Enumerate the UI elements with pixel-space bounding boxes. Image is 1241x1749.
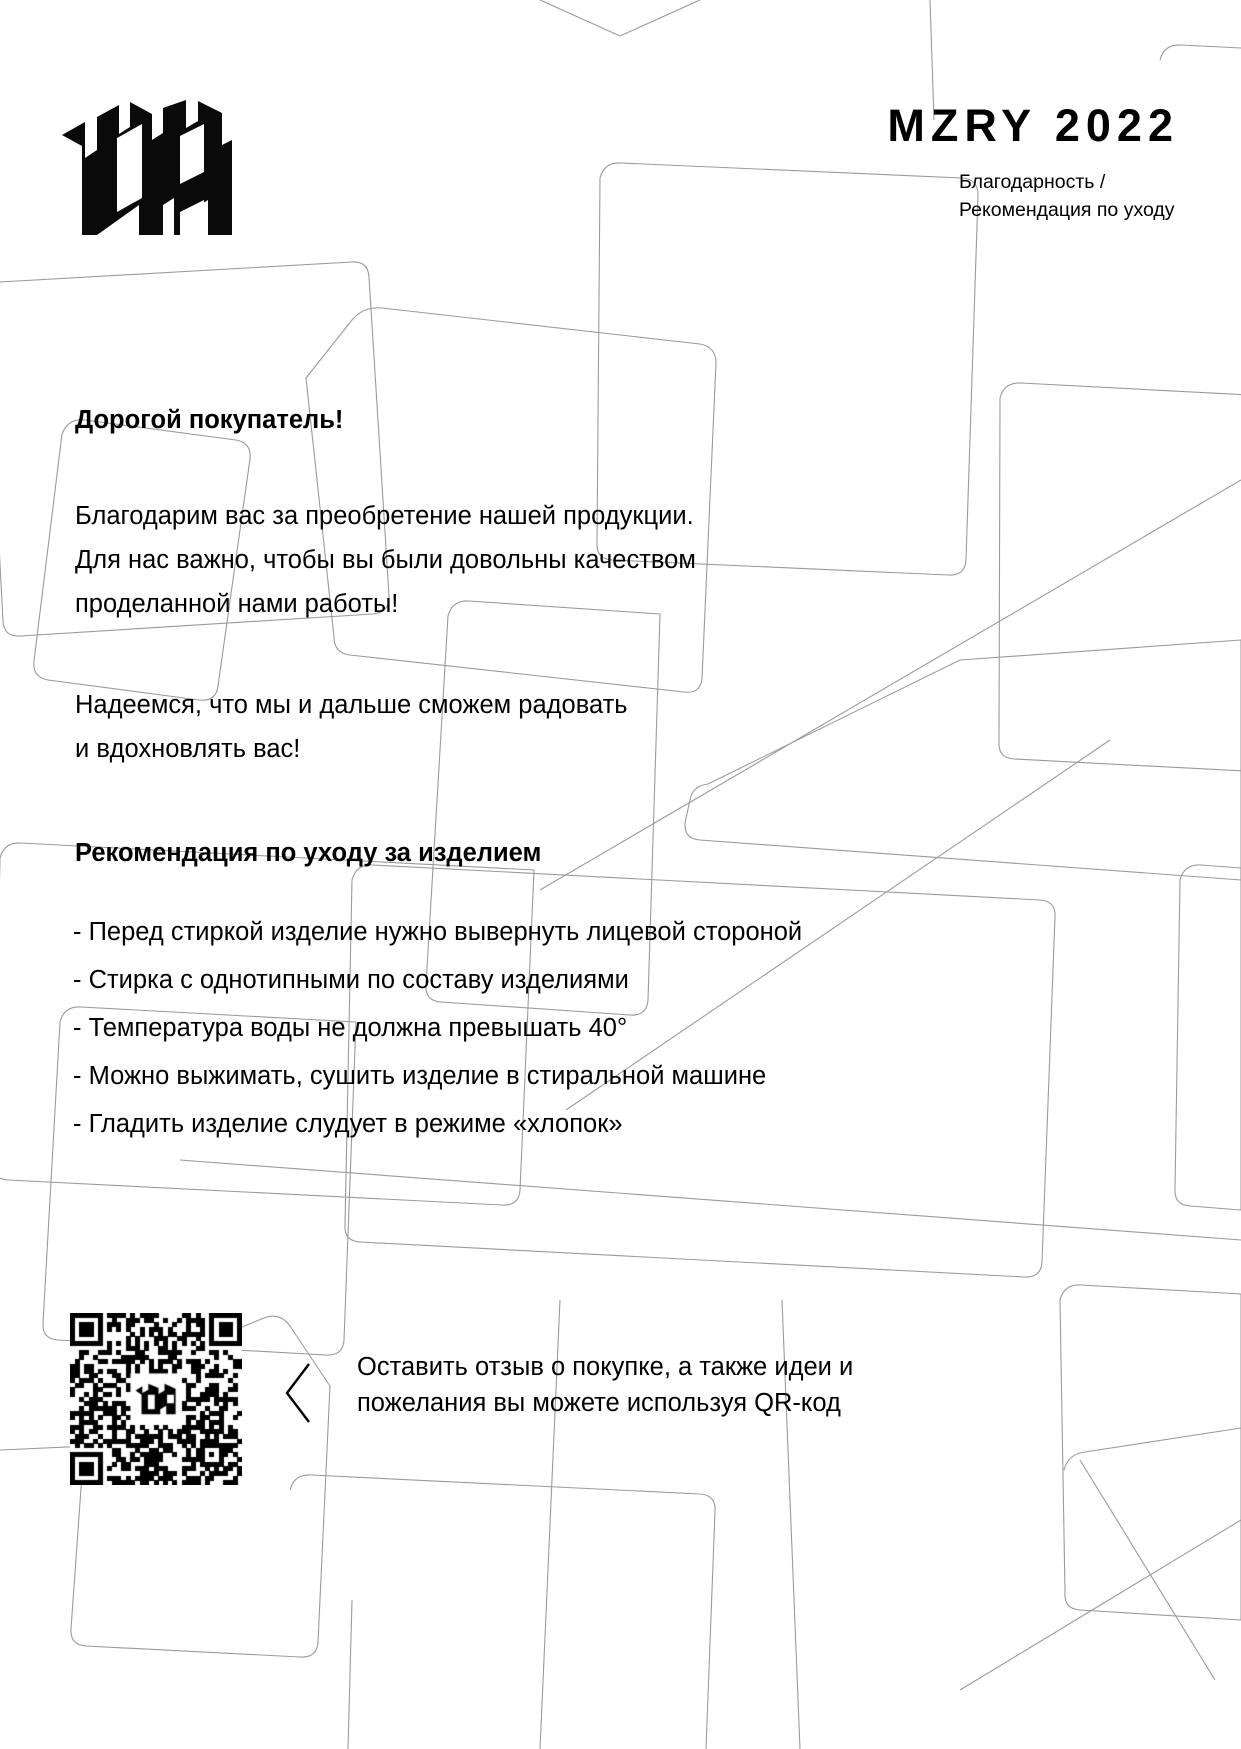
footer-line1: Оставить отзыв о покупке, а также идеи и <box>357 1353 854 1381</box>
care-list-item: - Можно выжимать, сушить изделие в стиральной машине <box>73 1062 767 1090</box>
header-subtitle <box>759 168 1179 225</box>
footer-line2: пожелания вы можете используя QR-код <box>357 1389 841 1418</box>
mzry-logo-icon <box>62 100 232 235</box>
care-list-item: - Гладить изделие слудует в режиме «хлопок» <box>73 1110 623 1138</box>
qr-code-canvas[interactable] <box>70 1313 242 1485</box>
header-subtitle-line2: Рекомендация по уходу <box>959 199 1175 222</box>
care-instruction-list <box>73 920 1123 1160</box>
chevron-left-icon <box>283 1362 313 1424</box>
brand-year: MZRY 2022 <box>887 100 1179 151</box>
care-heading: Рекомендация по уходу за изделием <box>75 839 542 867</box>
body-text-block <box>75 405 1075 827</box>
paragraph-thanks <box>75 494 1075 627</box>
header-subtitle-line1: Благодарность / <box>959 171 1106 193</box>
qr-code[interactable] <box>70 1313 242 1485</box>
care-list-item: - Температура воды не должна превышать 40° <box>73 1014 628 1042</box>
footer-instruction-text <box>357 1349 1057 1421</box>
header-brand-block <box>759 100 1179 225</box>
paragraph-hope <box>75 683 1075 772</box>
care-list-item: - Перед стиркой изделие нужно вывернуть лицевой стороной <box>73 918 803 946</box>
paragraph-thanks-line1: Благодарим вас за преобретение нашей продукции. <box>75 501 694 530</box>
paragraph-hope-line2: и вдохновлять вас! <box>75 735 301 764</box>
paragraph-hope-line1: Надеемся, что мы и дальше сможем радовать <box>75 690 628 719</box>
paragraph-thanks-line3: проделанной нами работы! <box>75 590 399 619</box>
greeting-heading: Дорогой покупатель! <box>75 406 344 434</box>
care-list-item: - Стирка с однотипными по составу изделиями <box>73 966 629 994</box>
paragraph-thanks-line2: Для нас важно, чтобы вы были довольны качеством <box>75 545 696 574</box>
